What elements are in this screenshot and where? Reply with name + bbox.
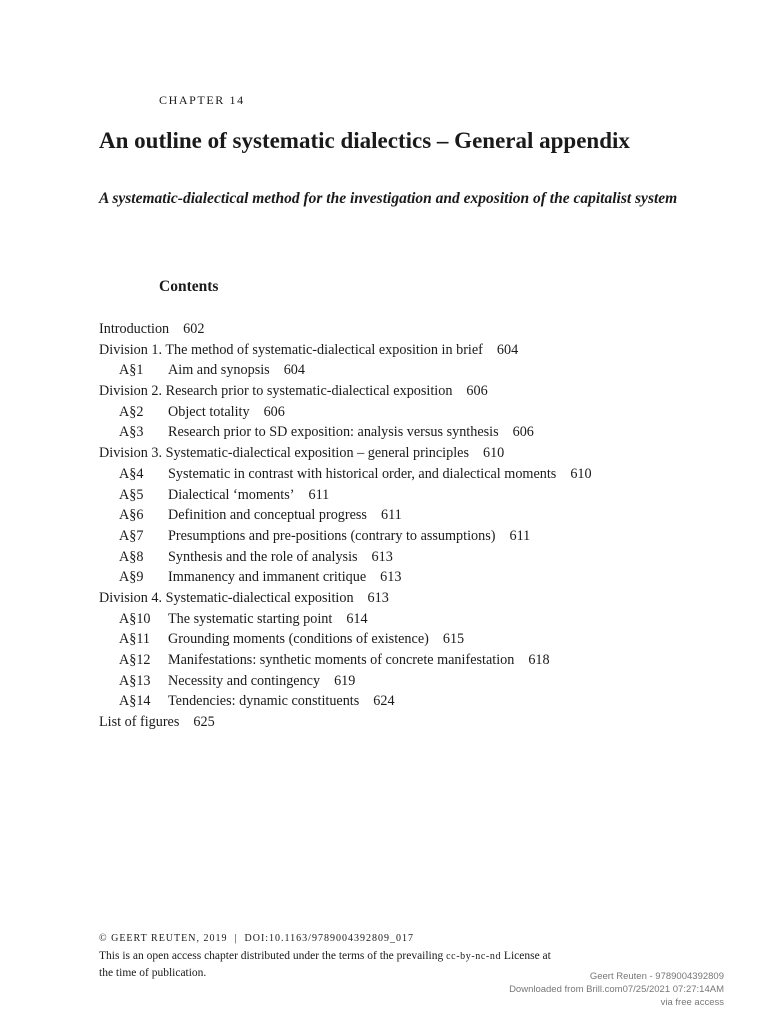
toc-entry[interactable] xyxy=(99,485,699,506)
license-text-before: This is an open access chapter distributed under the terms of the prevailing xyxy=(99,949,444,962)
toc-entry-label: List of figures xyxy=(99,714,180,731)
toc-entry[interactable] xyxy=(99,629,699,650)
toc-entry[interactable] xyxy=(99,505,699,526)
toc-entry[interactable] xyxy=(99,609,699,630)
toc-entry[interactable] xyxy=(99,567,699,588)
toc-entry-label: Dialectical ‘moments’ xyxy=(168,486,295,503)
toc-entry-page: 615 xyxy=(442,631,465,648)
chapter-title: An outline of systematic dialectics – General appendix xyxy=(99,128,630,153)
chapter-subtitle: A systematic-dialectical method for the investigation and exposition of the capitalist system xyxy=(99,190,678,207)
toc-entry-page: 604 xyxy=(283,362,305,379)
toc-entry-label: The systematic starting point xyxy=(168,610,333,627)
toc-entry[interactable] xyxy=(99,588,699,609)
toc-entry-page: 619 xyxy=(334,672,356,689)
toc-entry-code: A§11 xyxy=(119,631,151,648)
toc-entry-page: 624 xyxy=(373,693,395,710)
toc-entry-page: 613 xyxy=(371,548,393,565)
toc-entry-code: A§7 xyxy=(119,527,144,544)
toc-entry-page: 613 xyxy=(367,589,389,606)
toc-entry[interactable] xyxy=(99,712,699,733)
toc-entry-label: Synthesis and the role of analysis xyxy=(168,548,358,565)
toc-entry-code: A§6 xyxy=(119,507,144,524)
toc-entry-code: A§8 xyxy=(119,548,144,565)
toc-entry-page: 602 xyxy=(183,321,205,337)
toc-entry-page: 606 xyxy=(466,383,488,400)
doi-link[interactable]: DOI:10.1163/9789004392809_017 xyxy=(244,933,414,944)
footer-separator: | xyxy=(234,933,238,944)
license-line-2: the time of publication. xyxy=(99,967,207,979)
toc-entry-code: A§4 xyxy=(119,465,144,482)
toc-entry[interactable] xyxy=(99,422,699,443)
toc-entry-code: A§2 xyxy=(119,403,144,420)
toc-entry[interactable] xyxy=(99,360,699,381)
toc-entry-page: 606 xyxy=(263,403,285,420)
toc-entry-page: 625 xyxy=(193,714,215,731)
toc-entry-label: Definition and conceptual progress xyxy=(168,507,367,524)
toc-entry-page: 611 xyxy=(509,527,531,544)
toc-entry-page: 613 xyxy=(380,569,402,586)
toc-entry-code: A§12 xyxy=(119,652,151,668)
toc-entry-page: 604 xyxy=(496,341,519,358)
toc-entry-page: 610 xyxy=(570,465,592,482)
toc-entry-label: Presumptions and pre-positions (contrary to assumptions) xyxy=(168,527,496,544)
chapter-label: CHAPTER 14 xyxy=(159,93,245,107)
toc-entry[interactable] xyxy=(99,319,699,340)
toc-entry-code: A§14 xyxy=(119,693,151,710)
toc-entry-label: Systematic in contrast with historical order, and dialectical moments xyxy=(168,465,557,482)
watermark-line-3: via free access xyxy=(660,997,724,1008)
license-line xyxy=(99,948,659,966)
toc-entry-code: A§10 xyxy=(119,610,151,627)
toc-entry-label: Aim and synopsis xyxy=(168,362,270,379)
toc-entry-code: A§13 xyxy=(119,672,151,689)
toc-entry[interactable] xyxy=(99,381,699,402)
toc-entry-page: 611 xyxy=(380,507,402,524)
toc-entry-page: 610 xyxy=(482,445,505,462)
table-of-contents xyxy=(99,319,699,733)
toc-entry-code: A§9 xyxy=(119,569,144,586)
download-watermark xyxy=(509,970,724,1009)
contents-heading: Contents xyxy=(159,278,219,295)
toc-entry-label: Grounding moments (conditions of existence) xyxy=(168,631,429,648)
toc-entry[interactable] xyxy=(99,443,699,464)
toc-entry[interactable] xyxy=(99,402,699,423)
watermark-line-1: Geert Reuten - 9789004392809 xyxy=(589,971,724,982)
toc-entry[interactable] xyxy=(99,650,699,671)
toc-entry-label: Immanency and immanent critique xyxy=(168,569,367,586)
watermark-line-2: Downloaded from Brill.com07/25/2021 07:27:14AM xyxy=(509,984,724,995)
toc-entry-code: A§3 xyxy=(119,424,144,441)
toc-entry-label: Division 4. Systematic-dialectical exposition xyxy=(99,589,354,606)
toc-entry-code: A§1 xyxy=(119,362,144,379)
toc-entry[interactable] xyxy=(99,671,699,692)
license-text-after: License at xyxy=(503,949,551,962)
toc-entry-label: Research prior to SD exposition: analysis versus synthesis xyxy=(168,424,499,441)
toc-entry-page: 618 xyxy=(528,652,550,668)
toc-entry-label: Manifestations: synthetic moments of concrete manifestation xyxy=(168,652,515,668)
toc-entry-page: 606 xyxy=(512,424,534,441)
toc-entry-label: Division 2. Research prior to systematic-dialectical exposition xyxy=(99,383,453,400)
toc-entry[interactable] xyxy=(99,547,699,568)
toc-entry-label: Division 1. The method of systematic-dialectical exposition in brief xyxy=(99,341,483,358)
toc-entry-label: Tendencies: dynamic constituents xyxy=(168,693,360,710)
toc-entry-code: A§5 xyxy=(119,486,144,503)
toc-entry-label: Introduction xyxy=(99,321,170,337)
toc-entry-page: 611 xyxy=(308,486,330,503)
toc-entry-label: Necessity and contingency xyxy=(168,672,321,689)
toc-entry-label: Division 3. Systematic-dialectical exposition – general principles xyxy=(99,445,469,462)
toc-entry[interactable] xyxy=(99,340,699,361)
license-code: cc-by-nc-nd xyxy=(446,950,502,962)
copyright-notice: © GEERT REUTEN, 2019 xyxy=(99,933,228,944)
toc-entry-page: 614 xyxy=(346,610,368,627)
toc-entry[interactable] xyxy=(99,691,699,712)
toc-entry[interactable] xyxy=(99,464,699,485)
toc-entry[interactable] xyxy=(99,526,699,547)
toc-entry-label: Object totality xyxy=(168,403,250,420)
footer-meta xyxy=(99,931,659,948)
